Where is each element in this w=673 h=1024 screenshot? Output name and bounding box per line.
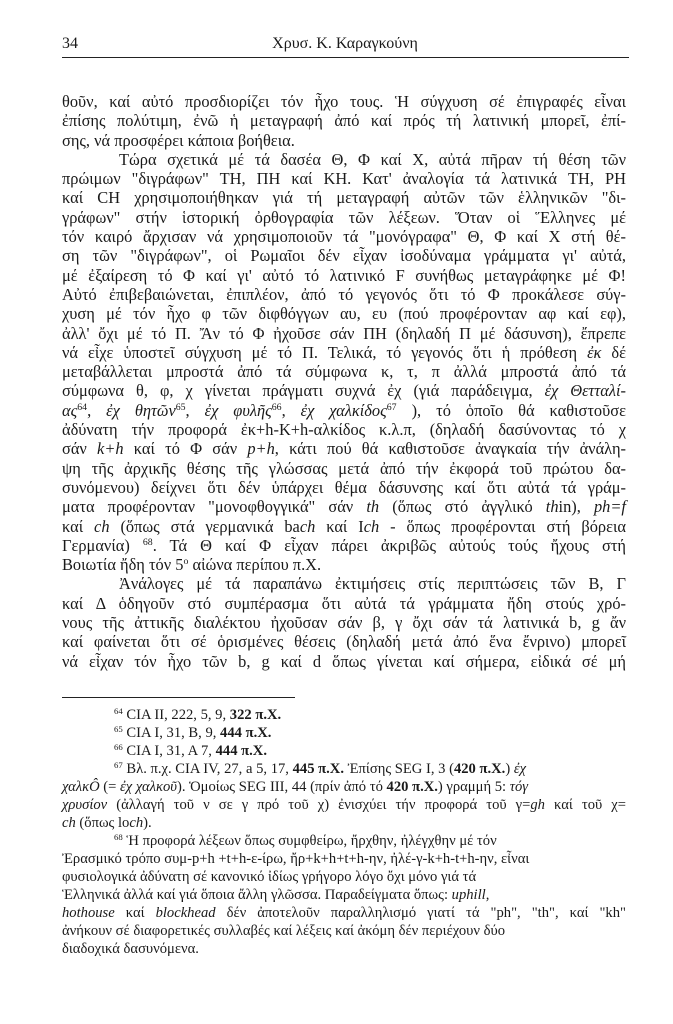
text-run: μέ ἐξαίρεση τό Φ καί γι' αὐτό τό λατινικό F συνήθως μεταγράφηκε μέ Φ! [62, 265, 626, 285]
italic-text: th [545, 497, 559, 517]
text-run: Αὐτό ἐπιβεβαιώνεται, ἐπιπλέον, ἀπό τό γεγονός ὅτι τό Φ προκάλεσε σύγ- [62, 284, 626, 304]
running-title: Χρυσ. Κ. Καραγκούνη [272, 35, 418, 52]
text-run: Ἐρασμικό τρόπο συμ-p+h +t+h-ε-ίρω, ἤρ+k+h+t+h-ην, ἠλέ-γ-k+h-t+h-ην, εἶναι [62, 851, 530, 867]
text-run: καί φαίνεται ὅτι σέ ὁρισμένες θέσεις (δηλαδή μετά ἀπό ἕνα ἔνρινο) μπορεῖ [62, 632, 626, 652]
italic-text: ας [62, 400, 78, 420]
text-run: - ὅπως προφέρονται στή βόρεια [379, 516, 626, 536]
text-run: ) γραμμή 5: [437, 779, 510, 795]
text-run: Τώρα σχετικά μέ τά δασέα Θ, Φ καί Χ, αὐτά πῆραν τή θέση τῶν [119, 149, 626, 169]
text-run: , [185, 400, 205, 420]
bold-date: 444 π.Χ. [220, 725, 272, 741]
text-line [62, 420, 626, 439]
footnote-line [62, 706, 626, 724]
text-run: δέν ἀποτελοῦν παραλληλισμό γιατί τά "ph", "th", καί "kh" [215, 905, 626, 921]
text-run: ἐπίσης πολύτιμη, ἐνῶ ἡ μεταγραφή ἀπό καί πρός τή λατινική μπορεῖ, ἐπί- [62, 111, 626, 131]
text-line [62, 362, 626, 381]
text-run: (ὅπως lo [75, 815, 130, 831]
text-run: ) [505, 761, 514, 777]
text-line [62, 266, 626, 285]
text-line [62, 92, 626, 111]
text-run: καί [62, 516, 95, 536]
text-run: φυσιολογικά ἀδύνατη σέ κανονικό ἰδίως γρήγορο λόγο ὄχι μόνο γιά τά [62, 869, 477, 885]
text-line [62, 574, 626, 593]
italic-text: χαλκÔ [62, 779, 100, 795]
text-line [62, 131, 626, 150]
text-run: αἰώνα περίπου π.Χ. [188, 555, 322, 575]
text-run: ). [143, 815, 152, 831]
text-run: ση τῶν "διγράφων", οἱ Ρωμαῖοι δέν εἶχαν ἰσοδύναμα γράμματα γι' αὐτά, [62, 246, 626, 266]
text-run: Ἡ προφορά λέξεων ὅπως συμφθείρω, ἤρχθην, ἠλέγχθην μέ τόν [122, 833, 497, 849]
text-line [62, 285, 626, 304]
text-line [62, 652, 626, 671]
text-run: τόν καιρό ἄρχισαν νά χρησιμοποιοῦν τά "μονόγραφα" Θ, Φ καί Χ στή θέ- [62, 227, 626, 247]
text-run: Ἑλληνικά ἀλλά καί γιά ὅποια ἄλλη γλῶσσα. Παραδείγματα ὅπως: [62, 887, 452, 903]
bold-date: 445 π.Χ. [292, 761, 344, 777]
text-run: , [281, 400, 301, 420]
text-run: (ὅπως στό ἀγγλικό [379, 497, 546, 517]
text-run: νους τῆς ἀττικῆς διαλέκτου ἠχοῦσαν σάν β, γ ὄχι σάν τά λατινικά b, g ἄν [62, 613, 626, 633]
footnote-line [62, 886, 626, 904]
text-run: χυση μέ τόν ἦχο φ τῶν διφθόγγων αυ, ευ (πού προφέρονταν αφ καί εφ), [62, 304, 626, 324]
footnote-line [62, 742, 626, 760]
text-run: σης, νά προσφέρει κάποια βοήθεια. [62, 130, 295, 150]
footnote-ref: 67 [386, 401, 397, 413]
italic-text: p+h [247, 439, 275, 459]
italic-text: ph=f [593, 497, 626, 517]
text-run: σύμφωνα θ, φ, χ γίνεται πράγματι συχνά ἐχ (γιά παράδειγμα, [62, 381, 545, 401]
text-line [62, 517, 626, 536]
italic-text: th [366, 497, 380, 517]
text-line [62, 497, 626, 516]
page-number: 34 [62, 35, 78, 52]
text-run: (ὅπως στά γερμανικά ba [109, 516, 300, 536]
footnote-line [62, 778, 626, 796]
italic-text: k+h [97, 439, 124, 459]
text-run: (ἀλλαγή τοῦ ν σε γ πρό τοῦ χ) ἐνισχύει τήν προφορά τοῦ γ= [107, 797, 531, 813]
text-line [62, 150, 626, 169]
text-run: . Τά Θ καί Φ εἶχαν πάρει ἀκριβῶς αὐτούς τούς ἤχους στή [152, 535, 626, 555]
text-run: (= [99, 779, 121, 795]
footnote-line [62, 796, 626, 814]
text-run: Ἐπίσης SEG I, 3 ( [343, 761, 454, 777]
text-run: ἀνήκουν σέ διαφορετικές συλλαβές καί λέξεις καί ἀκόμη δέν περιέχουν δύο [62, 923, 506, 939]
text-line [62, 227, 626, 246]
text-run: σάν [62, 439, 98, 459]
text-run: Γερμανία) [62, 535, 143, 555]
bold-date: 444 π.Χ. [215, 743, 267, 759]
footnotes [62, 706, 626, 958]
text-line [62, 324, 626, 343]
text-run: CIA I, 31, A 7, [122, 743, 216, 759]
italic-text: ch [62, 815, 76, 831]
footnote-line [62, 940, 626, 958]
italic-text: τόγ [509, 779, 529, 795]
footnote-separator [62, 697, 295, 698]
text-run: συνόμενου) δείχνει ὅτι δέν ὑπάρχει θέμα δάσυνσης καί ὅτι αὐτά τά γράμ- [62, 477, 626, 497]
italic-text: ch [299, 516, 316, 536]
text-run: καί τό Φ σάν [123, 439, 248, 459]
text-run: καί Δ ὁδηγοῦν στό συμπέρασμα ὅτι αὐτά τά γράμματα ἤδη στούς χρό- [62, 593, 626, 613]
text-run: καί CH χρησιμοποιήθηκαν γιά τή μεταγραφή αὐτῶν τῶν ἑλληνικῶν "δι- [62, 188, 626, 208]
text-run: in), [558, 497, 594, 517]
text-run: καί [114, 905, 156, 921]
text-run: ψη τῆς ἀρχικῆς θέσης τῆς γλώσσας μετά ἀπό τήν ἐκφορά τοῦ πρώτου δα- [62, 458, 626, 478]
italic-text: blockhead [155, 905, 216, 921]
text-run: Βλ. π.χ. CIA IV, 27, a 5, 17, [122, 761, 293, 777]
footnote-ref: ο [183, 556, 189, 568]
footnote-ref: 68 [114, 831, 123, 842]
text-run: δέ [601, 342, 626, 362]
text-line [62, 401, 626, 420]
footnote-ref: 64 [114, 705, 123, 716]
text-run: θοῦν, καί αὐτό προσδιορίζει τόν ἦχο τους. Ἡ σύγχυση σέ ἐπιγραφές εἶναι [62, 92, 626, 111]
footnote-ref: 66 [271, 401, 282, 413]
text-line [62, 478, 626, 497]
footnote-line [62, 868, 626, 886]
italic-text: ch [129, 815, 144, 831]
text-line [62, 632, 626, 651]
text-run: νά εἶχε ὑποστεῖ σύγχυση μέ τό Π. Τελικά, τό γεγονός ὅτι ἡ πρόθεση [62, 342, 588, 362]
text-line [62, 208, 626, 227]
text-line [62, 536, 626, 555]
footnote-line [62, 832, 626, 850]
italic-text: χρυσίον [62, 797, 108, 813]
text-line [62, 246, 626, 265]
header-rule [62, 57, 629, 58]
text-line [62, 111, 626, 130]
bold-date: 420 π.Χ. [453, 761, 506, 777]
footnote-line [62, 814, 626, 832]
text-line [62, 381, 626, 400]
text-line [62, 304, 626, 323]
text-run: νά εἶχαν τόν ἦχο τῶν b, g καί d ὅπως γίνεται καί σήμερα, εἰδικά σέ μή [62, 651, 626, 671]
footnote-ref: 64 [77, 401, 88, 413]
text-line [62, 555, 626, 574]
bold-date: 420 π.Χ. [386, 779, 438, 795]
bold-date: 322 π.Χ. [229, 707, 282, 723]
footnote-line [62, 760, 626, 778]
text-run: ἀλλ' ὄχι μέ τό Π. Ἄν τό Φ ἠχοῦσε σάν ΠΗ (δηλαδή Π μέ δάσυνση), ἔπρεπε [62, 323, 626, 343]
text-line [62, 188, 626, 207]
text-run: καί τοῦ χ= [544, 797, 627, 813]
footnote-ref: 68 [142, 536, 153, 548]
text-run: πρώιμων "διγράφων" ΤΗ, ΠΗ καί ΚΗ. Κατ' ἀναλογία τά λατινικά TH, PH [62, 169, 626, 189]
text-line [62, 613, 626, 632]
text-run: ). Ὁμοίως SEG III, 44 (πρίν ἀπό τό [176, 779, 387, 795]
body-text [62, 92, 626, 671]
text-line [62, 343, 626, 362]
text-run: ματα προφέρονταν "μονοφθογγικά" σάν [62, 497, 367, 517]
text-run: Ἀνάλογες μέ τά παραπάνω ἐκτιμήσεις στίς περιπτώσεις τῶν Β, Γ [119, 574, 626, 594]
italic-text: gh [530, 797, 545, 813]
text-line [62, 169, 626, 188]
text-run: ), τό ὁποῖο θά καθιστοῦσε [396, 400, 626, 420]
italic-text: ἐχ χαλκίδος [300, 400, 387, 420]
text-run: γράφων" στήν ἱστορική ὀρθογραφία τῶν λέξεων. Ὅταν οἱ Ἕλληνες μέ [62, 207, 626, 227]
footnote-ref: 67 [114, 759, 123, 770]
text-run: , [87, 400, 107, 420]
text-line [62, 459, 626, 478]
italic-text: ἐχ χαλκοῦ [120, 779, 177, 795]
text-run: Βοιωτία ἤδη τόν 5 [62, 555, 184, 575]
italic-text: ἐχ θητῶν [106, 400, 176, 420]
footnote-line [62, 922, 626, 940]
italic-text: ἐχ Θετταλί- [544, 381, 626, 401]
text-run: CIA II, 222, 5, 9, [122, 707, 230, 723]
footnote-ref: 65 [114, 723, 123, 734]
footnote-line [62, 904, 626, 922]
text-run: μεταβάλλεται μπροστά ἀπό τά σύμφωνα κ, τ, π ἀλλά μπροστά ἀπό τά [62, 362, 626, 382]
italic-text: ch [363, 516, 380, 536]
italic-text: ἐχ [513, 761, 526, 777]
text-run: , κάτι πού θά καθιστοῦσε ἀναγκαία τήν ἀνάλη- [274, 439, 627, 459]
footnote-line [62, 850, 626, 868]
footnote-ref: 66 [114, 741, 123, 752]
text-line [62, 594, 626, 613]
italic-text: ἐχ φυλῆς [204, 400, 272, 420]
text-run: CIA I, 31, B, 9, [122, 725, 221, 741]
text-run: καί I [315, 516, 364, 536]
footnote-ref: 65 [175, 401, 186, 413]
italic-text: uphill, [451, 887, 490, 903]
text-run: ἀδύνατη τήν προφορά ἐκ+h-K+h-αλκίδος κ.λ.π, (δηλαδή δασύνοντας τό χ [62, 420, 626, 440]
text-run: διαδοχικά δασυνόμενα. [62, 941, 199, 957]
italic-text: hothouse [62, 905, 115, 921]
text-line [62, 439, 626, 458]
footnote-line [62, 724, 626, 742]
italic-text: ch [94, 516, 110, 536]
italic-text: ἐκ [587, 342, 602, 362]
